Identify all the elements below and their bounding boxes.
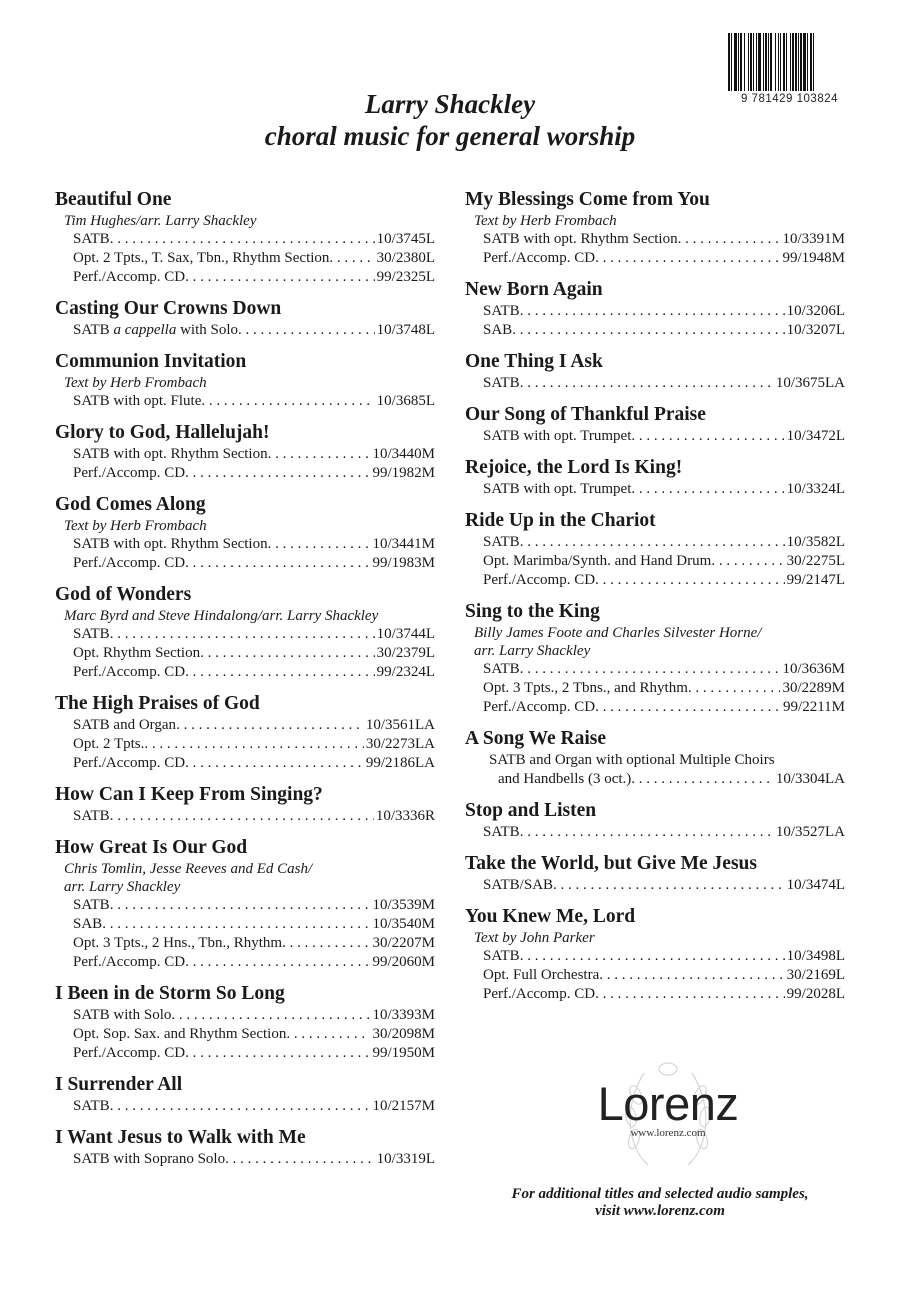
song-entry [55,982,435,1063]
dot-leader [520,660,781,679]
product-code: 30/2169L [786,967,845,983]
dot-leader [688,679,781,698]
product-label: Opt. Full Orchestra [483,967,600,983]
product-label: SATB and Organ [73,717,177,733]
product-label-italic: a cappella [113,322,177,338]
dot-leader [595,249,780,268]
dot-leader [225,1150,375,1169]
product-code: 10/3391M [782,231,845,247]
product-row [55,392,435,411]
product-label-part: SATB [73,322,114,338]
product-label: SAB [73,916,103,932]
product-code: 30/2207M [372,935,435,951]
dot-leader [185,754,364,773]
product-label: SAB [483,322,513,338]
song-title: New Born Again [465,279,603,300]
song-title: Beautiful One [55,189,172,210]
left-column [55,188,435,1179]
product-label: Perf./Accomp. CD [483,986,596,1002]
dot-leader [678,230,781,249]
product-label: SATB [73,231,110,247]
product-row [465,374,845,393]
song-title: God of Wonders [55,584,192,605]
product-row [465,947,845,966]
song-credit: Billy James Foote and Charles Silvester Horne/ [474,625,762,641]
product-row [465,427,845,446]
product-code: 99/1982M [372,465,435,481]
song-entry [465,799,845,842]
dot-leader [102,915,370,934]
product-code: 10/3336R [375,808,435,824]
product-code: 10/3527LA [775,824,845,840]
song-entry [55,836,435,972]
song-credit: Text by Herb Frombach [64,375,207,391]
isbn-number: 9 781429 103824 [740,93,839,105]
product-row [465,679,845,698]
product-row [55,663,435,682]
product-code: 99/2147L [786,572,845,588]
product-row [465,571,845,590]
song-entry [465,509,845,590]
dot-leader [520,374,774,393]
product-code: 99/1948M [782,250,845,266]
dot-leader [520,823,774,842]
song-title: Stop and Listen [465,800,597,821]
song-title: How Great Is Our God [55,837,248,858]
dot-leader [286,1025,370,1044]
product-label: SATB [73,808,110,824]
song-entry [465,456,845,499]
song-entry [55,692,435,773]
dot-leader [185,268,375,287]
product-row [55,625,435,644]
product-row [55,554,435,573]
product-row [465,302,845,321]
song-credit: Text by Herb Frombach [64,518,207,534]
song-title: Take the World, but Give Me Jesus [465,853,757,874]
song-credit: arr. Larry Shackley [474,643,591,659]
product-code: 10/3440M [372,446,435,462]
product-label-part: with Solo [176,322,239,338]
product-label: SATB [483,375,520,391]
song-entry [55,1073,435,1116]
product-code: 10/3745L [376,231,435,247]
dot-leader [200,644,375,663]
dot-leader [110,230,375,249]
page-title [0,88,900,152]
product-code: 10/3539M [372,897,435,913]
product-row [55,934,435,953]
product-row [55,896,435,915]
product-code: 10/3582L [786,534,845,550]
song-title: The High Praises of God [55,693,260,714]
product-row [55,1025,435,1044]
product-row [465,660,845,679]
product-row [55,915,435,934]
product-code: 30/2275L [786,553,845,569]
song-title: God Comes Along [55,494,206,515]
footer-line-1: For additional titles and selected audio samples, [511,1186,809,1202]
product-code: 30/2379L [376,645,435,661]
dot-leader [595,985,785,1004]
voicing-line: SATB and Organ with optional Multiple Choirs [489,752,775,768]
product-code: 10/3685L [376,393,435,409]
product-code: 10/3744L [376,626,435,642]
product-row [55,644,435,663]
dot-leader [185,464,370,483]
lorenz-logo [593,1055,743,1139]
dot-leader [595,698,781,717]
dot-leader [185,554,370,573]
dot-leader [282,934,370,953]
song-title: Glory to God, Hallelujah! [55,422,270,443]
product-label: SATB with Solo [73,1007,172,1023]
product-row [55,754,435,773]
product-label [73,321,238,340]
product-label: SATB/SAB [483,877,554,893]
song-title: Ride Up in the Chariot [465,510,656,531]
product-row [55,445,435,464]
barcode-bars [726,33,853,91]
dot-leader [631,427,784,446]
dot-leader [144,735,363,754]
product-row [465,876,845,895]
product-code: 10/3498L [786,948,845,964]
product-label: SATB with opt. Rhythm Section [73,446,268,462]
dot-leader [201,392,374,411]
song-entry [55,583,435,682]
song-entry [465,403,845,446]
product-label: Perf./Accomp. CD [483,699,596,715]
product-code: 30/2380L [376,250,435,266]
product-label: Perf./Accomp. CD [73,954,186,970]
dot-leader [110,625,375,644]
product-row [465,321,845,340]
song-entry [55,297,435,340]
song-credit: Marc Byrd and Steve Hindalong/arr. Larry Shackley [64,608,379,624]
product-label: Perf./Accomp. CD [483,250,596,266]
product-row [55,321,435,340]
product-row [55,535,435,554]
dot-leader [110,896,371,915]
song-title: You Knew Me, Lord [465,906,636,927]
song-entry [55,421,435,483]
dot-leader [268,535,371,554]
song-title: Casting Our Crowns Down [55,298,282,319]
product-label: SATB [73,626,110,642]
product-label: SATB [483,534,520,550]
product-label: Perf./Accomp. CD [73,555,186,571]
product-label: Perf./Accomp. CD [73,1045,186,1061]
product-label: Opt. Marimba/Synth. and Hand Drum [483,553,712,569]
product-label: SATB [483,303,520,319]
dot-leader [512,321,784,340]
song-credit: Tim Hughes/arr. Larry Shackley [64,213,257,229]
product-code: 99/2324L [376,664,435,680]
product-row [465,230,845,249]
product-code: 30/2273LA [365,736,435,752]
product-label: Perf./Accomp. CD [73,664,186,680]
song-title: I Surrender All [55,1074,183,1095]
song-entry [465,905,845,1004]
dot-leader [268,445,371,464]
product-label: SATB with opt. Rhythm Section [483,231,678,247]
dot-leader [711,552,784,571]
product-row [55,1006,435,1025]
product-row [465,480,845,499]
product-label: SATB with opt. Flute [73,393,202,409]
product-label: Opt. 2 Tpts. [73,736,145,752]
product-row [465,966,845,985]
product-row [55,1044,435,1063]
song-title: My Blessings Come from You [465,189,710,210]
right-column [465,188,845,1014]
product-code: 99/2028L [786,986,845,1002]
product-row [55,1097,435,1116]
product-code: 10/3675LA [775,375,845,391]
product-label: Opt. 3 Tpts., 2 Hns., Tbn., Rhythm [73,935,283,951]
song-entry [55,493,435,573]
dot-leader [185,1044,370,1063]
song-title: Rejoice, the Lord Is King! [465,457,683,478]
product-label: SATB with opt. Trumpet [483,428,632,444]
song-entry [465,727,845,789]
dot-leader [631,770,774,789]
song-credit: Text by Herb Frombach [474,213,617,229]
title-composer: Larry Shackley [364,89,536,119]
product-label: Opt. 2 Tpts., T. Sax, Tbn., Rhythm Section [73,250,330,266]
dot-leader [110,1097,371,1116]
dot-leader [520,533,785,552]
product-code: 99/1983M [372,555,435,571]
product-label: Perf./Accomp. CD [483,572,596,588]
dot-leader [599,966,784,985]
product-row [55,268,435,287]
dot-leader [176,716,364,735]
song-title: Our Song of Thankful Praise [465,404,706,425]
product-row [465,552,845,571]
product-label: SATB with opt. Trumpet [483,481,632,497]
song-entry [465,188,845,268]
product-row [55,464,435,483]
product-label: SATB [483,948,520,964]
product-code: 10/3319L [376,1151,435,1167]
product-label: Opt. 3 Tpts., 2 Tbns., and Rhythm [483,680,688,696]
song-title: I Want Jesus to Walk with Me [55,1127,306,1148]
dot-leader [185,663,375,682]
product-row [465,985,845,1004]
product-row [55,735,435,754]
dot-leader [110,807,374,826]
product-label: Opt. Sop. Sax. and Rhythm Section [73,1026,287,1042]
song-title: A Song We Raise [465,728,607,749]
song-entry [465,278,845,340]
product-code: 10/3324L [786,481,845,497]
product-code: 99/2060M [372,954,435,970]
dot-leader [631,480,784,499]
product-row [55,953,435,972]
product-code: 99/1950M [372,1045,435,1061]
dot-leader [238,321,375,340]
product-label: SATB [73,1098,110,1114]
product-code: 10/3393M [372,1007,435,1023]
product-row [465,823,845,842]
logo-url: www.lorenz.com [630,1127,706,1139]
product-label: SATB [483,661,520,677]
product-label: Perf./Accomp. CD [73,755,186,771]
song-entry [465,350,845,393]
footer-line-2: visit www.lorenz.com [595,1203,725,1219]
product-code: 10/3561LA [365,717,435,733]
song-title: One Thing I Ask [465,351,603,372]
product-row [465,249,845,268]
song-title: How Can I Keep From Singing? [55,784,323,805]
product-row [55,230,435,249]
logo-wordmark: Lorenz [597,1077,739,1130]
dot-leader [520,302,785,321]
dot-leader [553,876,785,895]
product-code: 10/3441M [372,536,435,552]
product-row [465,770,845,789]
product-row [465,698,845,717]
dot-leader [595,571,785,590]
product-code: 10/3748L [376,322,435,338]
dot-leader [185,953,370,972]
song-entry [55,350,435,411]
product-code: 10/3206L [786,303,845,319]
song-entry [55,783,435,826]
product-code: 10/3540M [372,916,435,932]
product-row [465,533,845,552]
song-title: Communion Invitation [55,351,247,372]
song-entry [465,852,845,895]
title-subtitle: choral music for general worship [264,121,636,151]
product-code: 99/2211M [783,699,845,715]
product-code: 99/2186LA [365,755,435,771]
dot-leader [520,947,785,966]
song-entry [465,600,845,717]
product-row [55,716,435,735]
product-code: 30/2289M [782,680,845,696]
song-entry [55,1126,435,1169]
footer-note [480,1186,840,1220]
product-label: and Handbells (3 oct.) [498,771,632,787]
product-row [55,249,435,268]
song-credit: Chris Tomlin, Jesse Reeves and Ed Cash/ [64,861,313,877]
product-label: SATB with opt. Rhythm Section [73,536,268,552]
product-label: SATB with Soprano Solo [73,1151,226,1167]
product-row [55,807,435,826]
product-label: Opt. Rhythm Section [73,645,201,661]
product-code: 99/2325L [376,269,435,285]
product-code: 30/2098M [372,1026,435,1042]
song-credit: arr. Larry Shackley [64,879,181,895]
product-label: SATB [73,897,110,913]
product-row [55,1150,435,1169]
product-code: 10/3474L [786,877,845,893]
product-code: 10/2157M [372,1098,435,1114]
song-entry [55,188,435,287]
product-code: 10/3636M [782,661,845,677]
product-label: Perf./Accomp. CD [73,465,186,481]
product-code: 10/3207L [786,322,845,338]
song-title: I Been in de Storm So Long [55,983,285,1004]
dot-leader [329,249,374,268]
product-code: 10/3472L [786,428,845,444]
product-label: Perf./Accomp. CD [73,269,186,285]
song-title: Sing to the King [465,601,600,622]
product-code: 10/3304LA [775,771,845,787]
song-credit: Text by John Parker [474,930,595,946]
dot-leader [171,1006,370,1025]
product-label: SATB [483,824,520,840]
